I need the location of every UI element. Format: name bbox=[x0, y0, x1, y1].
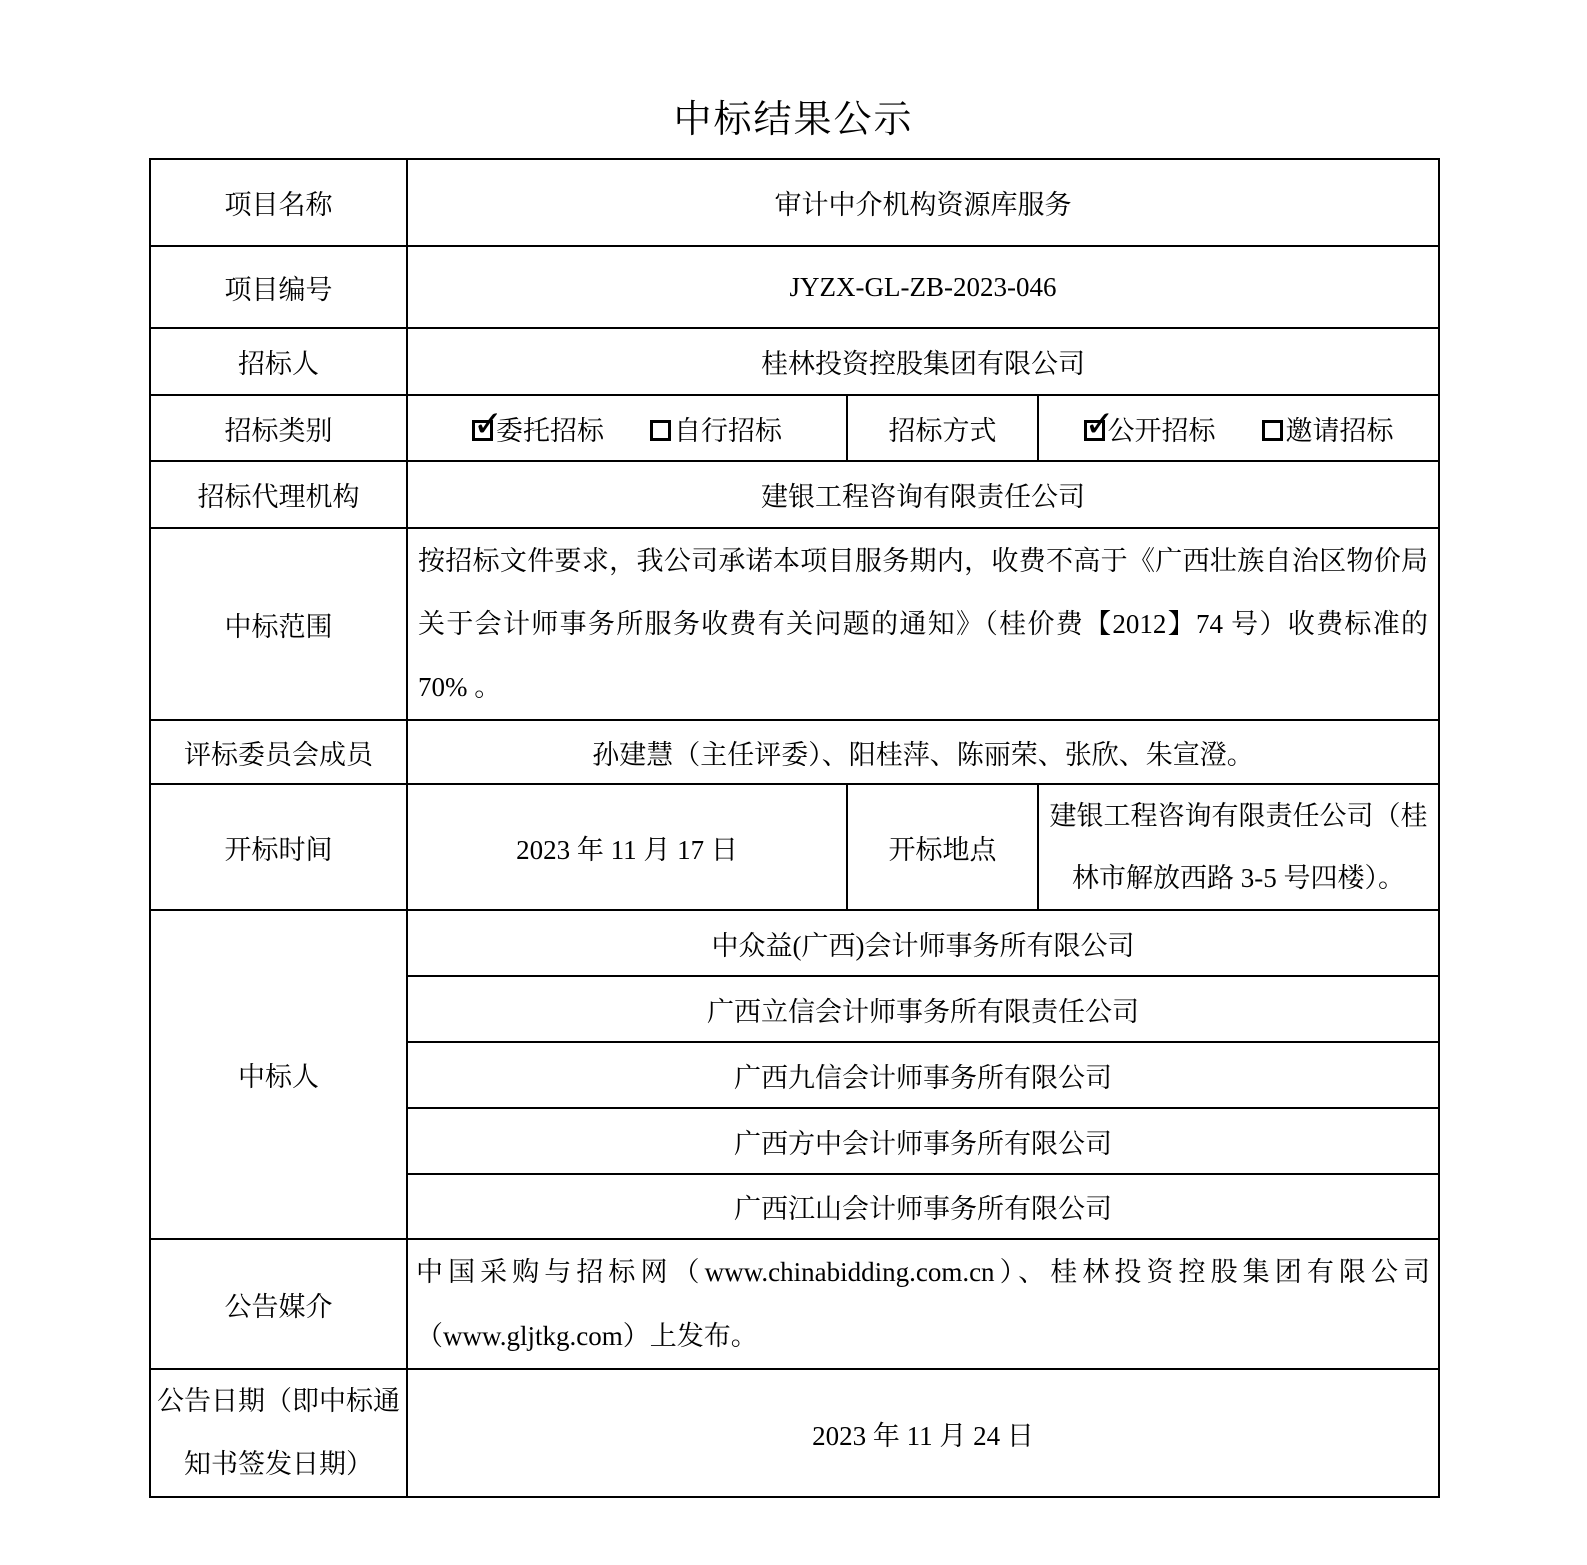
row-label-media: 公告媒介 bbox=[150, 1239, 407, 1369]
table-row bbox=[150, 720, 1439, 784]
row-label-committee: 评标委员会成员 bbox=[150, 720, 407, 784]
winner-value: 广西立信会计师事务所有限责任公司 bbox=[407, 976, 1439, 1042]
row-label-agency: 招标代理机构 bbox=[150, 461, 407, 528]
row-label-scope: 中标范围 bbox=[150, 528, 407, 720]
page-title: 中标结果公示 bbox=[673, 97, 914, 141]
option-open-tender bbox=[1084, 416, 1216, 446]
checkbox-checked-icon bbox=[1084, 420, 1105, 441]
project-no-value: JYZX-GL-ZB-2023-046 bbox=[407, 246, 1439, 328]
row-label-project-name: 项目名称 bbox=[150, 159, 407, 246]
project-name-value: 审计中介机构资源库服务 bbox=[407, 159, 1439, 246]
tender-category-options bbox=[407, 395, 847, 461]
table-row bbox=[150, 1369, 1439, 1497]
table-row bbox=[150, 1239, 1439, 1369]
winner-value: 中众益(广西)会计师事务所有限公司 bbox=[407, 910, 1439, 976]
winner-value: 广西江山会计师事务所有限公司 bbox=[407, 1174, 1439, 1239]
table-row bbox=[150, 159, 1439, 246]
row-label-project-no: 项目编号 bbox=[150, 246, 407, 328]
row-label-opening-place: 开标地点 bbox=[847, 784, 1038, 910]
tender-method-options bbox=[1038, 395, 1439, 461]
checkbox-unchecked-icon bbox=[650, 420, 671, 441]
row-label-tender-method: 招标方式 bbox=[847, 395, 1038, 461]
option-label: 公开招标 bbox=[1107, 415, 1216, 446]
opening-place-value: 建银工程咨询有限责任公司（桂林市解放西路 3-5 号四楼）。 bbox=[1038, 784, 1439, 910]
winner-value: 广西九信会计师事务所有限公司 bbox=[407, 1042, 1439, 1108]
row-label-tender-category: 招标类别 bbox=[150, 395, 407, 461]
committee-value: 孙建慧（主任评委）、阳桂萍、陈丽荣、张欣、朱宣澄。 bbox=[407, 720, 1439, 784]
winner-value: 广西方中会计师事务所有限公司 bbox=[407, 1108, 1439, 1174]
agency-value: 建银工程咨询有限责任公司 bbox=[407, 461, 1439, 528]
option-label: 邀请招标 bbox=[1285, 415, 1394, 446]
option-label: 委托招标 bbox=[496, 415, 604, 446]
table-row bbox=[150, 328, 1439, 395]
opening-time-value: 2023 年 11 月 17 日 bbox=[407, 784, 847, 910]
row-label-winners: 中标人 bbox=[150, 910, 407, 1239]
row-label-tenderer: 招标人 bbox=[150, 328, 407, 395]
table-row bbox=[150, 461, 1439, 528]
media-value: 中国采购与招标网（www.chinabidding.com.cn）、桂林投资控股集团有限公司（www.gljtkg.com）上发布。 bbox=[407, 1239, 1439, 1369]
table-row bbox=[150, 910, 1439, 976]
option-delegated-tender bbox=[472, 416, 604, 446]
checkbox-unchecked-icon bbox=[1262, 420, 1283, 441]
table-row bbox=[150, 784, 1439, 910]
checkbox-checked-icon bbox=[472, 420, 493, 441]
table-row bbox=[150, 246, 1439, 328]
option-self-tender bbox=[650, 416, 782, 446]
scope-value: 按招标文件要求，我公司承诺本项目服务期内，收费不高于《广西壮族自治区物价局关于会计师事务所服务收费有关问题的通知》（桂价费【2012】74 号）收费标准的 70% 。 bbox=[407, 528, 1439, 720]
row-label-opening-time: 开标时间 bbox=[150, 784, 407, 910]
table-row bbox=[150, 528, 1439, 720]
row-label-announce-date: 公告日期（即中标通知书签发日期） bbox=[150, 1369, 407, 1497]
option-label: 自行招标 bbox=[674, 415, 782, 446]
option-invited-tender bbox=[1262, 416, 1394, 446]
tenderer-value: 桂林投资控股集团有限公司 bbox=[407, 328, 1439, 395]
announce-date-value: 2023 年 11 月 24 日 bbox=[407, 1369, 1439, 1497]
table-row bbox=[150, 395, 1439, 461]
bid-result-table bbox=[149, 158, 1440, 1498]
